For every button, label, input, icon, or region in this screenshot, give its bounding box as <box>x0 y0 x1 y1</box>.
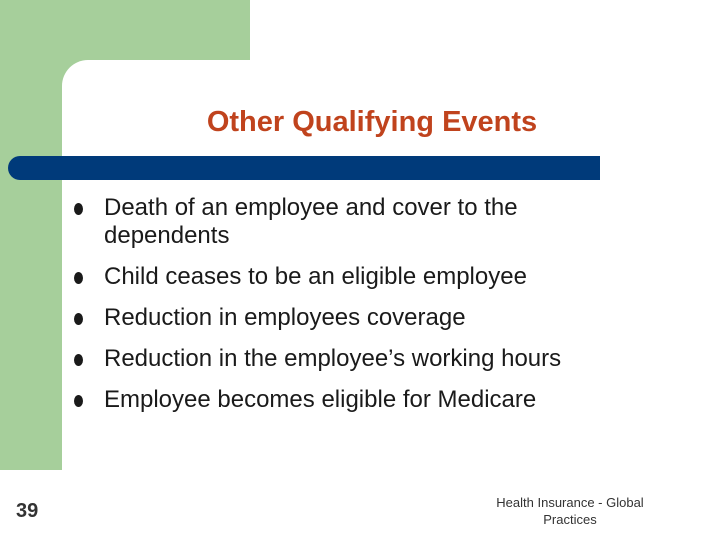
bullet-text: Death of an employee and cover to the dependents <box>104 194 518 249</box>
bullet-list <box>74 194 694 427</box>
bullet-text: Reduction in employees coverage <box>104 304 466 331</box>
bullet-item <box>74 194 694 250</box>
bullet-text: Employee becomes eligible for Medicare <box>104 386 537 413</box>
bullet-dot-icon <box>74 272 83 284</box>
bullet-text: Child ceases to be an eligible employee <box>104 263 527 290</box>
title-underline-bar <box>8 156 600 180</box>
bullet-item <box>74 304 694 332</box>
bullet-item <box>74 263 694 291</box>
bullet-text: Reduction in the employee’s working hours <box>104 345 562 372</box>
bullet-dot-icon <box>74 354 83 366</box>
bullet-item <box>74 386 694 414</box>
bullet-dot-icon <box>74 313 83 325</box>
footer-text: Health Insurance - Global Practices <box>496 495 644 527</box>
bullet-dot-icon <box>74 395 83 407</box>
slide-number: 39 <box>16 500 39 522</box>
bullet-dot-icon <box>74 203 83 215</box>
bullet-item <box>74 345 694 373</box>
slide-title: Other Qualifying Events <box>206 106 538 138</box>
